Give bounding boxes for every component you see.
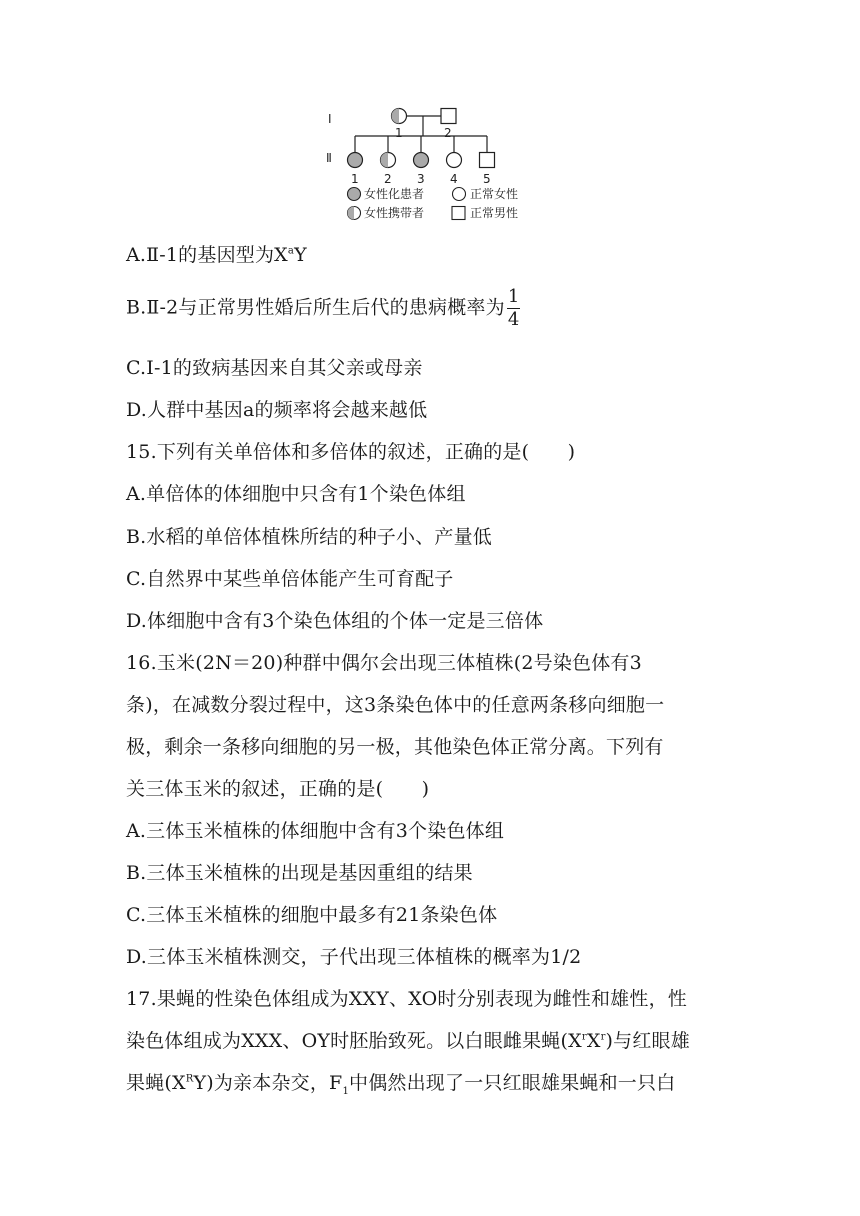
q16-option-a: A.三体玉米植株的体细胞中含有3个染色体组 [126,820,505,842]
q16-option-b: B.三体玉米植株的出现是基因重组的结果 [126,862,473,884]
pedigree-svg [320,96,560,228]
legend-carrier-label: 女性携带者 [364,206,425,220]
pedigree-chart [320,96,560,228]
q14-a-sup: a [287,245,295,257]
i1-number: 1 [395,126,403,140]
q17-line2 [126,1030,690,1053]
q14-option-c: C.Ⅰ-1的致病基因来自其父亲或母亲 [126,357,423,379]
q17-sup-R: R [185,1073,194,1085]
legend-normal-female-icon [453,188,466,201]
q14-option-b [126,288,520,329]
ii3-affected [414,153,429,168]
q17-line2-end: )与红眼雄 [605,1030,690,1052]
gen-2-label: Ⅱ [326,151,332,165]
ii4-number: 4 [450,172,458,186]
legend-carrier-icon [348,207,361,220]
i2-normal-male [441,109,456,124]
q14-option-a [126,244,307,267]
q16-stem-line2: 条)，在减数分裂过程中，这3条染色体中的任意两条移向细胞一 [126,694,665,716]
q17-line2-text: 染色体组成为XXX、OY时胚胎致死。以白眼雌果蝇(X [126,1030,582,1052]
ii2-carrier [381,153,396,168]
q17-line2-mid: X [586,1030,601,1052]
ii3-number: 3 [417,172,425,186]
legend-affected-icon [348,188,361,201]
q16-option-c: C.三体玉米植株的细胞中最多有21条染色体 [126,904,498,926]
q17-line3-end: 中偶然出现了一只红眼雄果蝇和一只白 [349,1072,676,1094]
fraction-denominator: 4 [507,309,520,330]
ii1-number: 1 [351,172,359,186]
q16-stem-line4: 关三体玉米的叙述，正确的是( ) [126,778,430,800]
q16-option-d: D.三体玉米植株测交，子代出现三体植株的概率为1/2 [126,946,582,968]
fraction [507,288,521,329]
gen-1-label: I [328,112,332,126]
q14-a-text: A.Ⅱ-1的基因型为X [126,244,288,266]
q17-sub-1: 1 [342,1085,349,1097]
q15-stem: 15.下列有关单倍体和多倍体的叙述，正确的是( ) [126,441,576,463]
q17-sup-r2: r [600,1031,606,1043]
q17-line1: 17.果蝇的性染色体组成为XXY、XO时分别表现为雌性和雄性，性 [126,988,687,1010]
legend-normal-female-label: 正常女性 [470,187,519,201]
fraction-numerator: 1 [507,286,520,307]
legend-normal-male-label: 正常男性 [470,206,519,220]
legend-affected-label: 女性化患者 [364,187,425,201]
q15-option-c: C.自然界中某些单倍体能产生可育配子 [126,568,454,590]
q14-b-text: B.Ⅱ-2与正常男性婚后所生后代的患病概率为 [126,296,505,319]
q16-stem-line3: 极，剩余一条移向细胞的另一极，其他染色体正常分离。下列有 [126,736,664,758]
ii1-affected [348,153,363,168]
i2-number: 2 [444,126,452,140]
q15-option-a: A.单倍体的体细胞中只含有1个染色体组 [126,483,466,505]
ii5-normal-male [480,153,495,168]
q15-option-d: D.体细胞中含有3个染色体组的个体一定是三倍体 [126,610,544,632]
q17-line3 [126,1072,675,1095]
q15-option-b: B.水稻的单倍体植株所结的种子小、产量低 [126,526,493,548]
ii2-number: 2 [384,172,392,186]
q14-option-d: D.人群中基因a的频率将会越来越低 [126,399,428,421]
q16-stem-line1: 16.玉米(2N＝20)种群中偶尔会出现三体植株(2号染色体有3 [126,652,642,674]
q17-sup-r1: r [581,1031,587,1043]
ii5-number: 5 [483,172,491,186]
legend-normal-male-icon [452,207,465,220]
ii4-normal-female [447,153,462,168]
q14-a-post: Y [294,244,307,266]
i1-carrier-female [392,109,407,124]
q17-line3-pre: 果蝇(X [126,1072,186,1094]
q17-line3-mid: Y)为亲本杂交，F [193,1072,343,1094]
